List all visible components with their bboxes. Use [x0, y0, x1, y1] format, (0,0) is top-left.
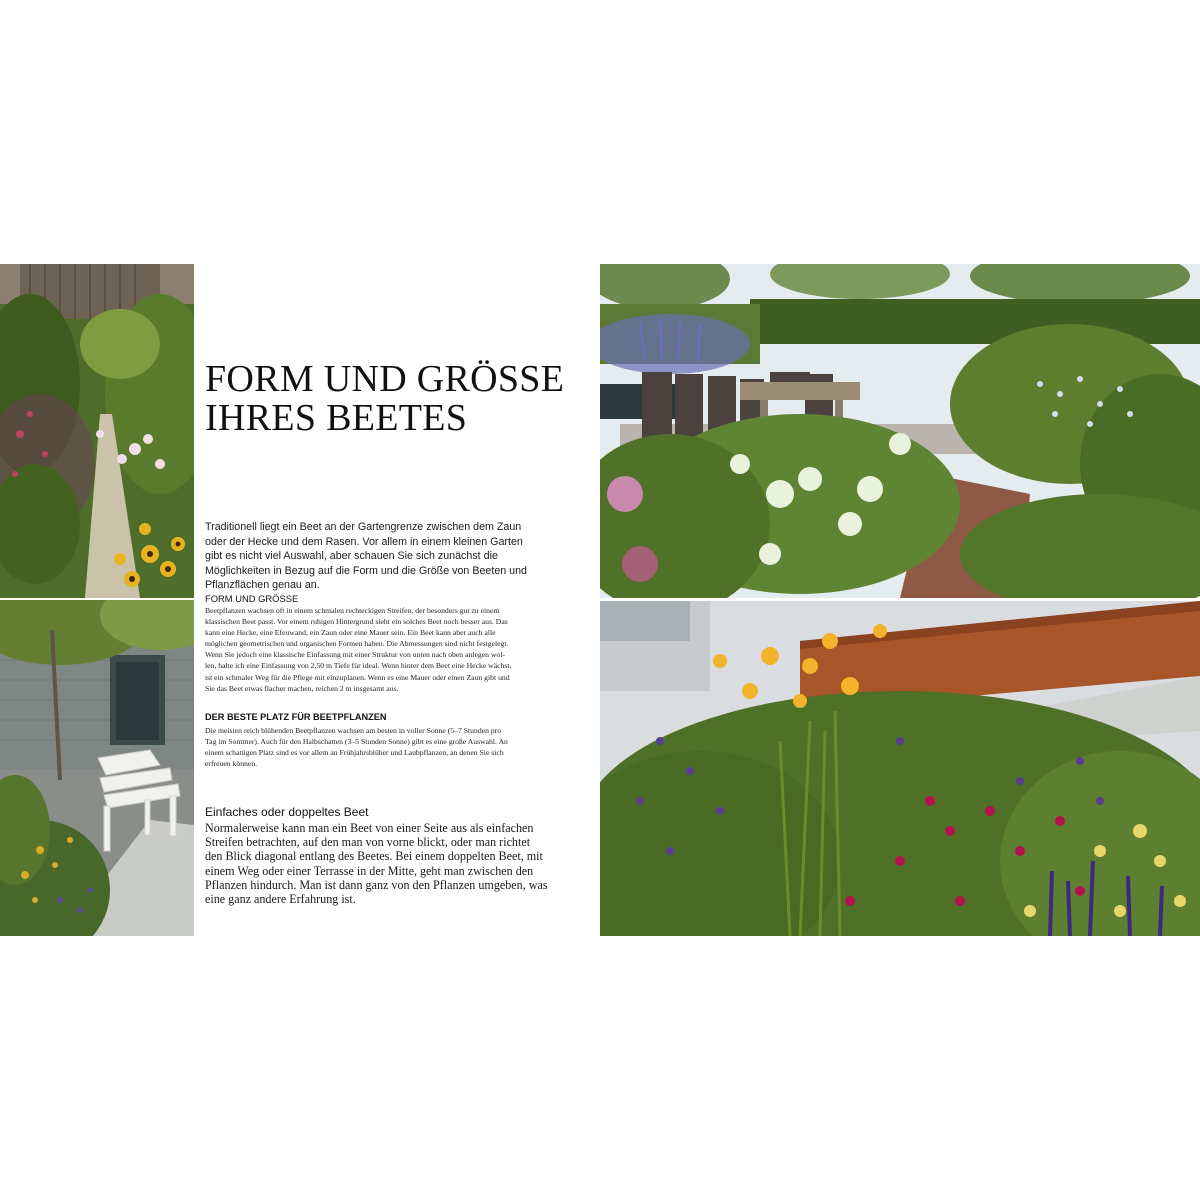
garden-bench-illustration — [0, 600, 194, 936]
body-line: Die meisten reich blühenden Beetpflanzen wachsen am besten in voller Sonne (5–7 Stunden pro — [205, 726, 502, 735]
intro-line: oder der Hecke und dem Rasen. Vor allem in einem kleinen Garten — [205, 535, 523, 548]
body-line: möglichen geometrischen und organischen Formen haben. Die Abmessungen sind nicht festgelegt. — [205, 639, 509, 649]
terrace-garden-illustration — [600, 264, 1200, 598]
section-form-body — [205, 605, 547, 694]
body-line: Tag im Sommer). Auch für den Halbschatten (3–5 Stunden Sonne) gibt es eine große Auswahl. An — [205, 737, 508, 747]
section-heading-form: FORM UND GRÖSSE — [205, 593, 299, 604]
page-title-line-2: IHRES BEETES — [205, 397, 468, 439]
body-line: Streifen betrachten, auf den man von vorne blickt, oder man richtet — [205, 835, 531, 850]
body-line: len, halte ich eine Einfassung von 2,50 m Tiefe für ideal. Wenn hinter dem Beet eine Hecke wächst, — [205, 661, 512, 671]
garden-path-illustration — [0, 264, 194, 598]
body-line: einem schattigen Platz sind es vor allem an Frühjahrsblüher und Laubpflanzen, an denen Sie sich — [205, 748, 504, 758]
body-line: eine ganz andere Erfahrung ist. — [205, 892, 356, 907]
intro-line: Möglichkeiten in Bezug auf die Form und die Größe von Beeten und — [205, 564, 528, 577]
intro-paragraph — [205, 520, 547, 593]
body-line: Beetpflanzen wachsen oft in einem schmalen rechteckigen Streifen, der besonders gut zu einem — [205, 606, 500, 615]
intro-line: Traditionell liegt ein Beet an der Gartengrenze zwischen dem Zaun — [205, 521, 522, 533]
body-line: erfreuen können. — [205, 759, 258, 769]
body-line: Normalerweise kann man ein Beet von einer Seite aus als einfachen — [205, 821, 534, 835]
body-line: kann eine Hecke, eine Efeuwand, ein Zaun oder eine Mauer sein. Ein Beet kann aber auch alle — [205, 628, 496, 638]
page-title-line-1: FORM UND GRÖSSE — [205, 358, 565, 400]
body-line: Sie das Beet etwas flacher machen, reichen 2 m insgesamt aus. — [205, 683, 399, 693]
section-heading-beet: Einfaches oder doppeltes Beet — [205, 805, 369, 819]
body-line: Wenn Sie jedoch eine klassische Einfassung mit einer Struktur von unten nach oben anlegen wol- — [205, 650, 505, 660]
text-column — [205, 358, 565, 907]
page-title — [205, 358, 565, 439]
garden-bench-photo — [0, 600, 194, 936]
corten-border-illustration — [600, 601, 1200, 936]
body-line: Pflanzen hindurch. Man ist dann ganz von den Pflanzen umgeben, was — [205, 877, 548, 892]
section-heading-platz: DER BESTE PLATZ FÜR BEETPFLANZEN — [205, 712, 387, 722]
garden-path-photo — [0, 264, 194, 598]
section-platz-body — [205, 725, 547, 769]
intro-line: gibt es nicht viel Auswahl, aber schauen Sie sich zunächst die — [205, 550, 498, 563]
corten-border-photo — [600, 601, 1200, 936]
intro-line: Pflanzflächen genau an. — [205, 579, 320, 592]
body-line: ist ein schmaler Weg für die Pflege mit einzuplanen. Wenn es eine Mauer oder einen Zaun gibt und — [205, 672, 510, 682]
body-line: den Blick diagonal entlang des Beetes. Bei einem doppelten Beet, mit — [205, 849, 543, 864]
section-beet-body — [205, 821, 547, 906]
body-line: einem Weg oder einer Terrasse in der Mitte, geht man zwischen den — [205, 863, 534, 878]
body-line: klassischen Beet passt. Vor einem ruhigen Hintergrund sieht ein solches Beet noch besser aus. Das — [205, 617, 508, 627]
terrace-garden-photo — [600, 264, 1200, 598]
